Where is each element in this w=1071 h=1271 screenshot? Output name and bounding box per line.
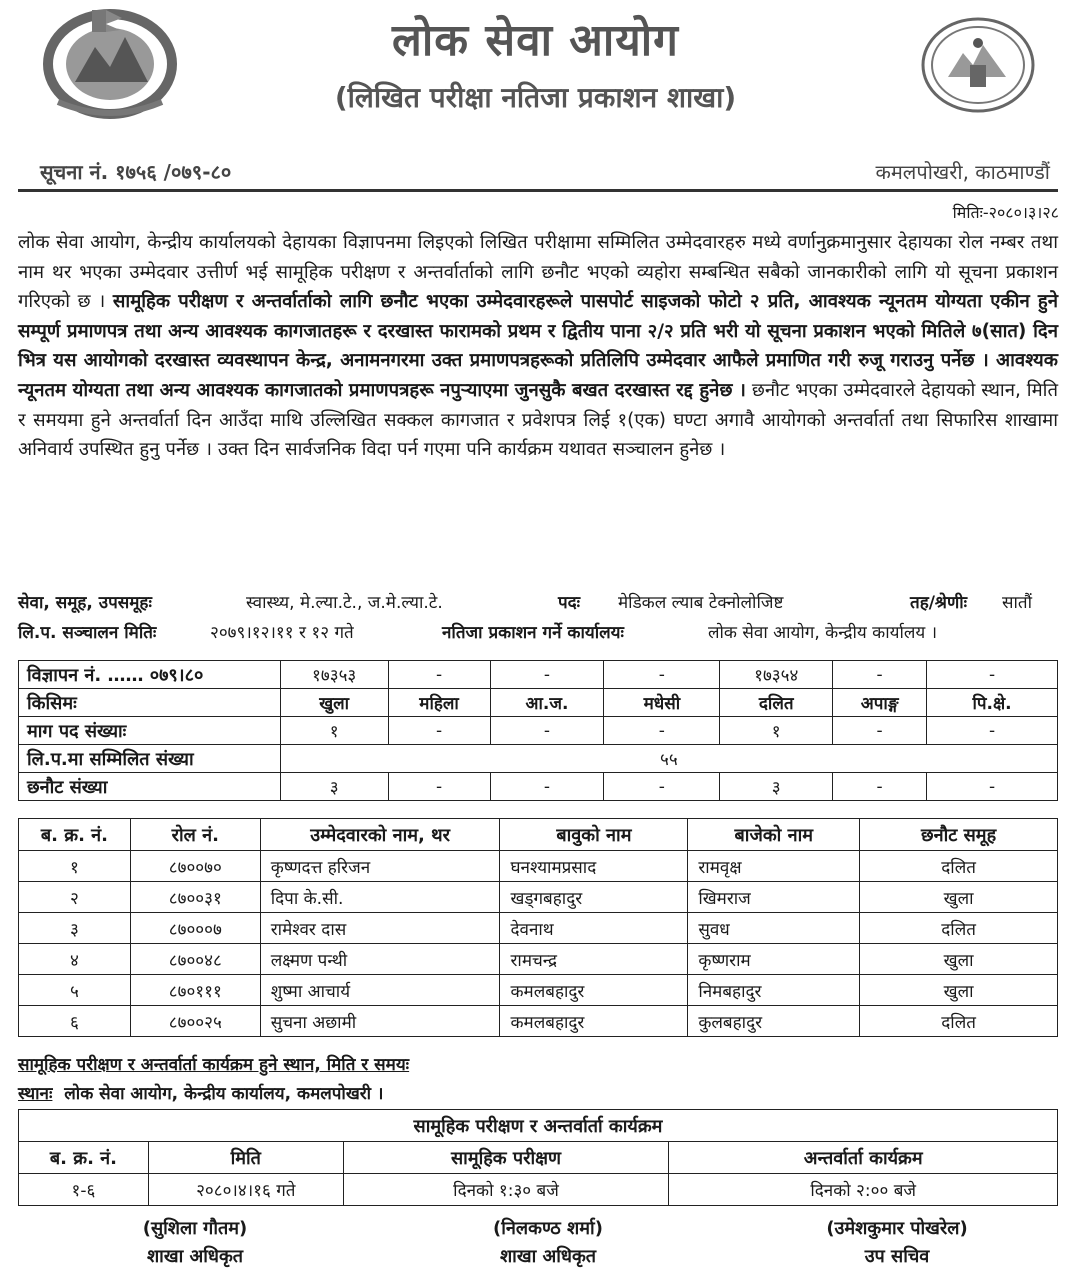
vacancy-cell: मधेसी — [604, 689, 720, 717]
results-header-cell: बाजेको नाम — [688, 819, 860, 851]
schedule-header-cell: अन्तर्वार्ता कार्यक्रम — [669, 1142, 1058, 1174]
public-service-commission-logo-icon — [918, 15, 1038, 115]
service-value: स्वास्थ्य, मे.ल्या.टे., ज.मे.ल्या.टे. — [246, 593, 443, 613]
vacancy-table — [18, 660, 1058, 801]
table-row — [19, 851, 1058, 882]
venue-place-value: लोक सेवा आयोग, केन्द्रीय कार्यालय, कमलपोखरी । — [64, 1084, 384, 1104]
vacancy-cell: पि.क्षे. — [927, 689, 1058, 717]
table-row — [19, 975, 1058, 1006]
vacancy-cell: खुला — [280, 689, 388, 717]
results-cell: दलित — [860, 851, 1058, 882]
results-cell: कुलबहादुर — [688, 1006, 860, 1037]
table-row — [19, 913, 1058, 944]
signatory-name: (सुशिला गौतम) — [142, 1218, 248, 1239]
venue-line — [18, 1081, 383, 1104]
schedule-header-cell: ब. क्र. नं. — [19, 1142, 149, 1174]
vacancy-row — [19, 745, 1058, 773]
vacancy-cell: १ — [720, 717, 833, 745]
vacancy-cell: ३ — [280, 773, 388, 801]
vacancy-cell: - — [490, 773, 604, 801]
results-cell: खिमराज — [688, 882, 860, 913]
results-cell: खुला — [860, 975, 1058, 1006]
results-cell: खड्गबहादुर — [500, 882, 688, 913]
exam-date-label: लि.प. सञ्चालन मितिः — [18, 623, 157, 643]
results-cell: सुवध — [688, 913, 860, 944]
results-table — [18, 818, 1058, 1037]
vacancy-cell: - — [604, 661, 720, 689]
results-cell: कमलबहादुर — [500, 975, 688, 1006]
schedule-cell: १-६ — [19, 1174, 149, 1206]
schedule-header-cell: सामूहिक परीक्षण — [343, 1142, 669, 1174]
signatory-title: शाखा अधिकृत — [499, 1246, 597, 1267]
results-cell: ४ — [19, 944, 131, 975]
results-cell: दलित — [860, 913, 1058, 944]
vacancy-cell: - — [490, 717, 604, 745]
results-header-cell: उम्मेदवारको नाम, थर — [260, 819, 500, 851]
results-cell: ५ — [19, 975, 131, 1006]
vacancy-cell: - — [927, 717, 1058, 745]
office-label: नतिजा प्रकाशन गर्ने कार्यालयः — [442, 623, 624, 643]
results-cell: ८७००३१ — [130, 882, 260, 913]
venue-place-label: स्थानः — [18, 1084, 53, 1104]
results-header-cell: छनौट समूह — [860, 819, 1058, 851]
vacancy-cell: १ — [280, 717, 388, 745]
notice-paragraph-2: छनौट भएका उम्मेदवारले देहायको स्थान, मिति र समयमा हुने अन्तर्वार्ता दिन आउँदा माथि उल्लिखित सक्कल कागजात र प्रवेशपत्र लिई १(एक) घण्टा अगावै आयोगको अन्तर्वार्ता तथा सिफारिस शाखामा अनिवार्य उपस्थित हुनु पर्नेछ । उक्त दिन सार्वजनिक विदा पर्न गएमा पनि कार्यक्रम यथावत सञ्चालन हुनेछ । — [18, 379, 1059, 461]
results-cell: रामवृक्ष — [688, 851, 860, 882]
vacancy-cell: - — [490, 661, 604, 689]
table-row — [19, 944, 1058, 975]
vacancy-cell: १७३५४ — [720, 661, 833, 689]
page-subtitle: (लिखित परीक्षा नतिजा प्रकाशन शाखा) — [334, 81, 737, 114]
results-cell: ८७००२५ — [130, 1006, 260, 1037]
table-row — [19, 1174, 1058, 1206]
page-title: लोक सेवा आयोग — [392, 15, 679, 66]
signature-block — [747, 1215, 1047, 1271]
results-cell: ८७०००७ — [130, 913, 260, 944]
vacancy-cell: - — [833, 661, 927, 689]
vacancy-row-label: किसिमः — [19, 689, 281, 717]
vacancy-row — [19, 717, 1058, 745]
exam-date-value: २०७९।१२।११ र १२ गते — [210, 623, 354, 643]
vacancy-cell: अपाङ्ग — [833, 689, 927, 717]
notice-paragraph-1-bold: सामूहिक परीक्षण र अन्तर्वार्ताको लागि छनौट भएका उम्मेदवारहरूले पासपोर्ट साइजको फोटो २ प्रति, आवश्यक न्यूनतम योग्यता एकीन हुने सम्पूर्ण प्रमाणपत्र तथा अन्य आवश्यक कागजातहरू र दरखास्त फारामको प्रथम र द्वितीय पाना २/२ प्रति भरी यो सूचना प्रकाशन भएको मितिले ७(सात) दिन भित्र यस आयोगको दरखास्त व्यवस्थापन केन्द्र, अनामनगरमा उक्त प्रमाणपत्रहरूको प्रतिलिपि उम्मेदवार आफैले प्रमाणित गरी रुजू गराउनु पर्नेछ । आवश्यक न्यूनतम योग्यता तथा अन्य आवश्यक कागजातको प्रमाणपत्रहरू नपुऱ्याएमा जुनसुकै बखत दरखास्त रद्द हुनेछ । — [18, 291, 1058, 401]
results-cell: कृष्णदत्त हरिजन — [260, 851, 500, 882]
results-header-cell: बावुको नाम — [500, 819, 688, 851]
results-cell: ३ — [19, 913, 131, 944]
vacancy-row-label: माग पद संख्याः — [19, 717, 281, 745]
schedule-header-cell: मिति — [148, 1142, 343, 1174]
vacancy-cell: - — [388, 773, 490, 801]
vacancy-cell: ५५ — [280, 745, 1057, 773]
vacancy-row-label: विज्ञापन नं. …… ०७९।८० — [19, 661, 281, 689]
vacancy-cell: ३ — [720, 773, 833, 801]
vacancy-cell: आ.ज. — [490, 689, 604, 717]
results-cell: लक्ष्मण पन्थी — [260, 944, 500, 975]
results-cell: ८७०१११ — [130, 975, 260, 1006]
results-cell: १ — [19, 851, 131, 882]
results-cell: २ — [19, 882, 131, 913]
signature-block — [45, 1215, 345, 1271]
results-cell: कृष्णराम — [688, 944, 860, 975]
vacancy-row-label: छनौट संख्या — [19, 773, 281, 801]
notice-number: सूचना नं. १७५६ /०७९-८० — [40, 160, 232, 184]
results-cell: ८७००७० — [130, 851, 260, 882]
results-cell: ८७००४८ — [130, 944, 260, 975]
results-cell: दलित — [860, 1006, 1058, 1037]
results-cell: रामेश्वर दास — [260, 913, 500, 944]
vacancy-cell: - — [927, 773, 1058, 801]
table-row — [19, 882, 1058, 913]
notice-date: मितिः-२०८०।३।२८ — [952, 203, 1059, 222]
office-place: कमलपोखरी, काठमाण्डौं — [875, 160, 1050, 184]
signatory-title: उप सचिव — [864, 1246, 930, 1267]
schedule-caption: सामूहिक परीक्षण र अन्तर्वार्ता कार्यक्रम — [19, 1110, 1058, 1142]
schedule-cell: दिनको १:३० बजे — [343, 1174, 669, 1206]
vacancy-cell: दलित — [720, 689, 833, 717]
post-value: मेडिकल ल्याब टेक्नोलोजिष्ट — [618, 593, 784, 613]
header — [0, 0, 1071, 150]
notice-paragraph-1: लोक सेवा आयोग, केन्द्रीय कार्यालयको देहायका विज्ञापनमा लिइएको लिखित परीक्षामा सम्मिलित उम्मेदवारहरु मध्ये वर्णानुक्रमानुसार देहायका रोल नम्बर तथा नाम थर भएका उम्मेदवार उत्तीर्ण भई सामूहिक परीक्षण र अन्तर्वार्ताको लागि छनौट भएको व्यहोरा सम्बन्धित सबैको जानकारीको लागि यो सूचना प्रकाशन गरिएको छ । — [18, 232, 1058, 313]
results-cell: खुला — [860, 882, 1058, 913]
signature-block — [398, 1215, 698, 1271]
signatory-name: (निलकण्ठ शर्मा) — [493, 1218, 603, 1239]
results-header-cell: ब. क्र. नं. — [19, 819, 131, 851]
results-cell: देवनाथ — [500, 913, 688, 944]
vacancy-cell: - — [927, 661, 1058, 689]
vacancy-cell: - — [388, 661, 490, 689]
vacancy-cell: - — [833, 773, 927, 801]
results-cell: खुला — [860, 944, 1058, 975]
vacancy-row — [19, 773, 1058, 801]
schedule-cell: २०८०।४।१६ गते — [148, 1174, 343, 1206]
results-cell: कमलबहादुर — [500, 1006, 688, 1037]
office-value: लोक सेवा आयोग, केन्द्रीय कार्यालय । — [708, 623, 938, 643]
results-cell: घनश्यामप्रसाद — [500, 851, 688, 882]
results-cell: शुष्मा आचार्य — [260, 975, 500, 1006]
vacancy-cell: महिला — [388, 689, 490, 717]
vacancy-cell: १७३५३ — [280, 661, 388, 689]
venue-heading: सामूहिक परीक्षण र अन्तर्वार्ता कार्यक्रम हुने स्थान, मिति र समयः — [18, 1055, 410, 1075]
service-label: सेवा, समूह, उपसमूहः — [18, 593, 152, 613]
results-cell: दिपा के.सी. — [260, 882, 500, 913]
vacancy-cell: - — [833, 717, 927, 745]
vacancy-cell: - — [388, 717, 490, 745]
vacancy-row — [19, 689, 1058, 717]
vacancy-row-label: लि.प.मा सम्मिलित संख्या — [19, 745, 281, 773]
schedule-table — [18, 1109, 1058, 1206]
schedule-cell: दिनको २:०० बजे — [669, 1174, 1058, 1206]
signatory-title: शाखा अधिकृत — [146, 1246, 244, 1267]
results-cell: ६ — [19, 1006, 131, 1037]
vacancy-cell: - — [604, 773, 720, 801]
notice-bar — [18, 158, 1058, 192]
results-cell: रामचन्द्र — [500, 944, 688, 975]
results-cell: सुचना अछामी — [260, 1006, 500, 1037]
signatory-name: (उमेशकुमार पोखरेल) — [826, 1218, 968, 1239]
notice-body — [18, 228, 1058, 465]
post-label: पदः — [558, 593, 581, 613]
vacancy-row — [19, 661, 1058, 689]
level-value: सातौं — [1002, 593, 1032, 613]
vacancy-cell: - — [604, 717, 720, 745]
table-row — [19, 1006, 1058, 1037]
results-cell: निमबहादुर — [688, 975, 860, 1006]
level-label: तह/श्रेणीः — [910, 593, 968, 613]
results-header-cell: रोल नं. — [130, 819, 260, 851]
